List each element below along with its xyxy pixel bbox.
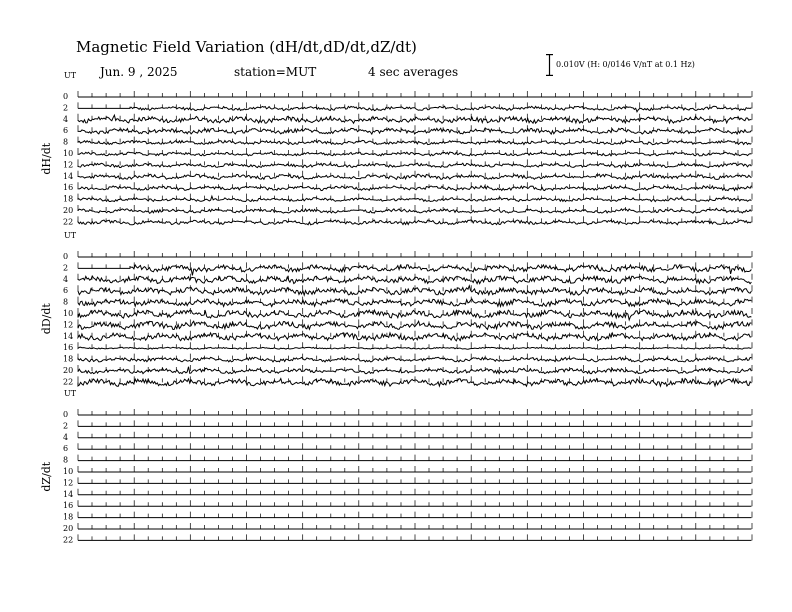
dddt-row-label: 0 [63,252,69,261]
dzdt-row-label: 20 [63,524,74,533]
dzdt-row-label: 4 [63,432,69,442]
dzdt-row-label: 14 [63,489,74,499]
dzdt-row-ticks [78,432,752,438]
dhdt-row-label: 22 [63,217,74,227]
dddt-row-ticks [78,251,752,257]
dzdt-row-ticks [78,534,752,540]
averaging-label: 4 sec averages [368,65,459,79]
dzdt-row-label: 22 [63,535,74,545]
dhdt-row-ticks [78,125,752,131]
dhdt-row-ticks [78,91,752,97]
dzdt-axis-label: dZ/dt [40,461,53,492]
dzdt-row-ticks [78,489,752,495]
dhdt-row-label: 14 [63,171,74,181]
dddt-row-label: 18 [63,354,74,364]
dzdt-row-ticks [78,512,752,518]
dhdt-row-label: 10 [63,149,74,158]
dzdt-row-ticks [78,466,752,472]
dzdt-row-label: 18 [63,512,74,522]
dddt-row-label: 14 [63,331,74,341]
dzdt-row-ticks [78,477,752,483]
dhdt-row-label: 2 [63,103,69,113]
dhdt-row-label: 8 [63,137,69,147]
dzdt-row-label: 12 [63,478,74,488]
dddt-time-label: UT [64,231,77,240]
dddt-trace-10 [78,310,751,320]
dzdt-row-label: 0 [63,410,69,419]
dhdt-row-label: 12 [63,160,74,170]
dzdt-time-label: UT [64,389,77,398]
dhdt-axis-label: dH/dt [40,142,53,175]
dzdt-row-ticks [78,523,752,529]
dzdt-row-label: 8 [63,455,69,465]
chart-title: Magnetic Field Variation (dH/dt,dD/dt,dZ/dt) [76,38,417,56]
dddt-row-label: 10 [63,309,74,318]
station-label: station=MUT [234,65,317,79]
dddt-row-label: 4 [63,274,69,284]
dhdt-row-label: 20 [63,206,74,215]
dddt-row-label: 16 [63,343,74,353]
dzdt-row-ticks [78,455,752,461]
dhdt-row-label: 18 [63,194,74,204]
dhdt-row-ticks [78,182,752,188]
dddt-trace-4 [78,276,751,284]
dddt-row-label: 22 [63,377,74,387]
dzdt-row-label: 16 [63,501,74,511]
dddt-row-label: 20 [63,366,74,375]
dzdt-row-ticks [78,500,752,506]
dzdt-row-ticks [78,420,752,426]
dddt-row-label: 8 [63,297,69,307]
dhdt-row-label: 16 [63,183,74,193]
dhdt-row-label: 6 [63,126,69,136]
dhdt-row-label: 0 [63,92,69,101]
scale-label: 0.010V (H: 0/0146 V/nT at 0.1 Hz) [556,60,695,69]
dzdt-row-label: 6 [63,444,69,454]
dzdt-row-label: 10 [63,467,74,476]
dddt-row-ticks [78,331,752,337]
dzdt-row-label: 2 [63,421,69,431]
dddt-row-label: 2 [63,263,69,273]
dzdt-row-ticks [78,443,752,449]
dhdt-row-label: 4 [63,114,69,124]
dhdt-time-label: UT [64,71,77,80]
dddt-row-label: 12 [63,320,74,330]
dddt-axis-label: dD/dt [40,303,53,335]
dddt-row-label: 6 [63,286,69,296]
date-label: Jun. 9 , 2025 [100,65,178,79]
dzdt-row-ticks [78,409,752,415]
